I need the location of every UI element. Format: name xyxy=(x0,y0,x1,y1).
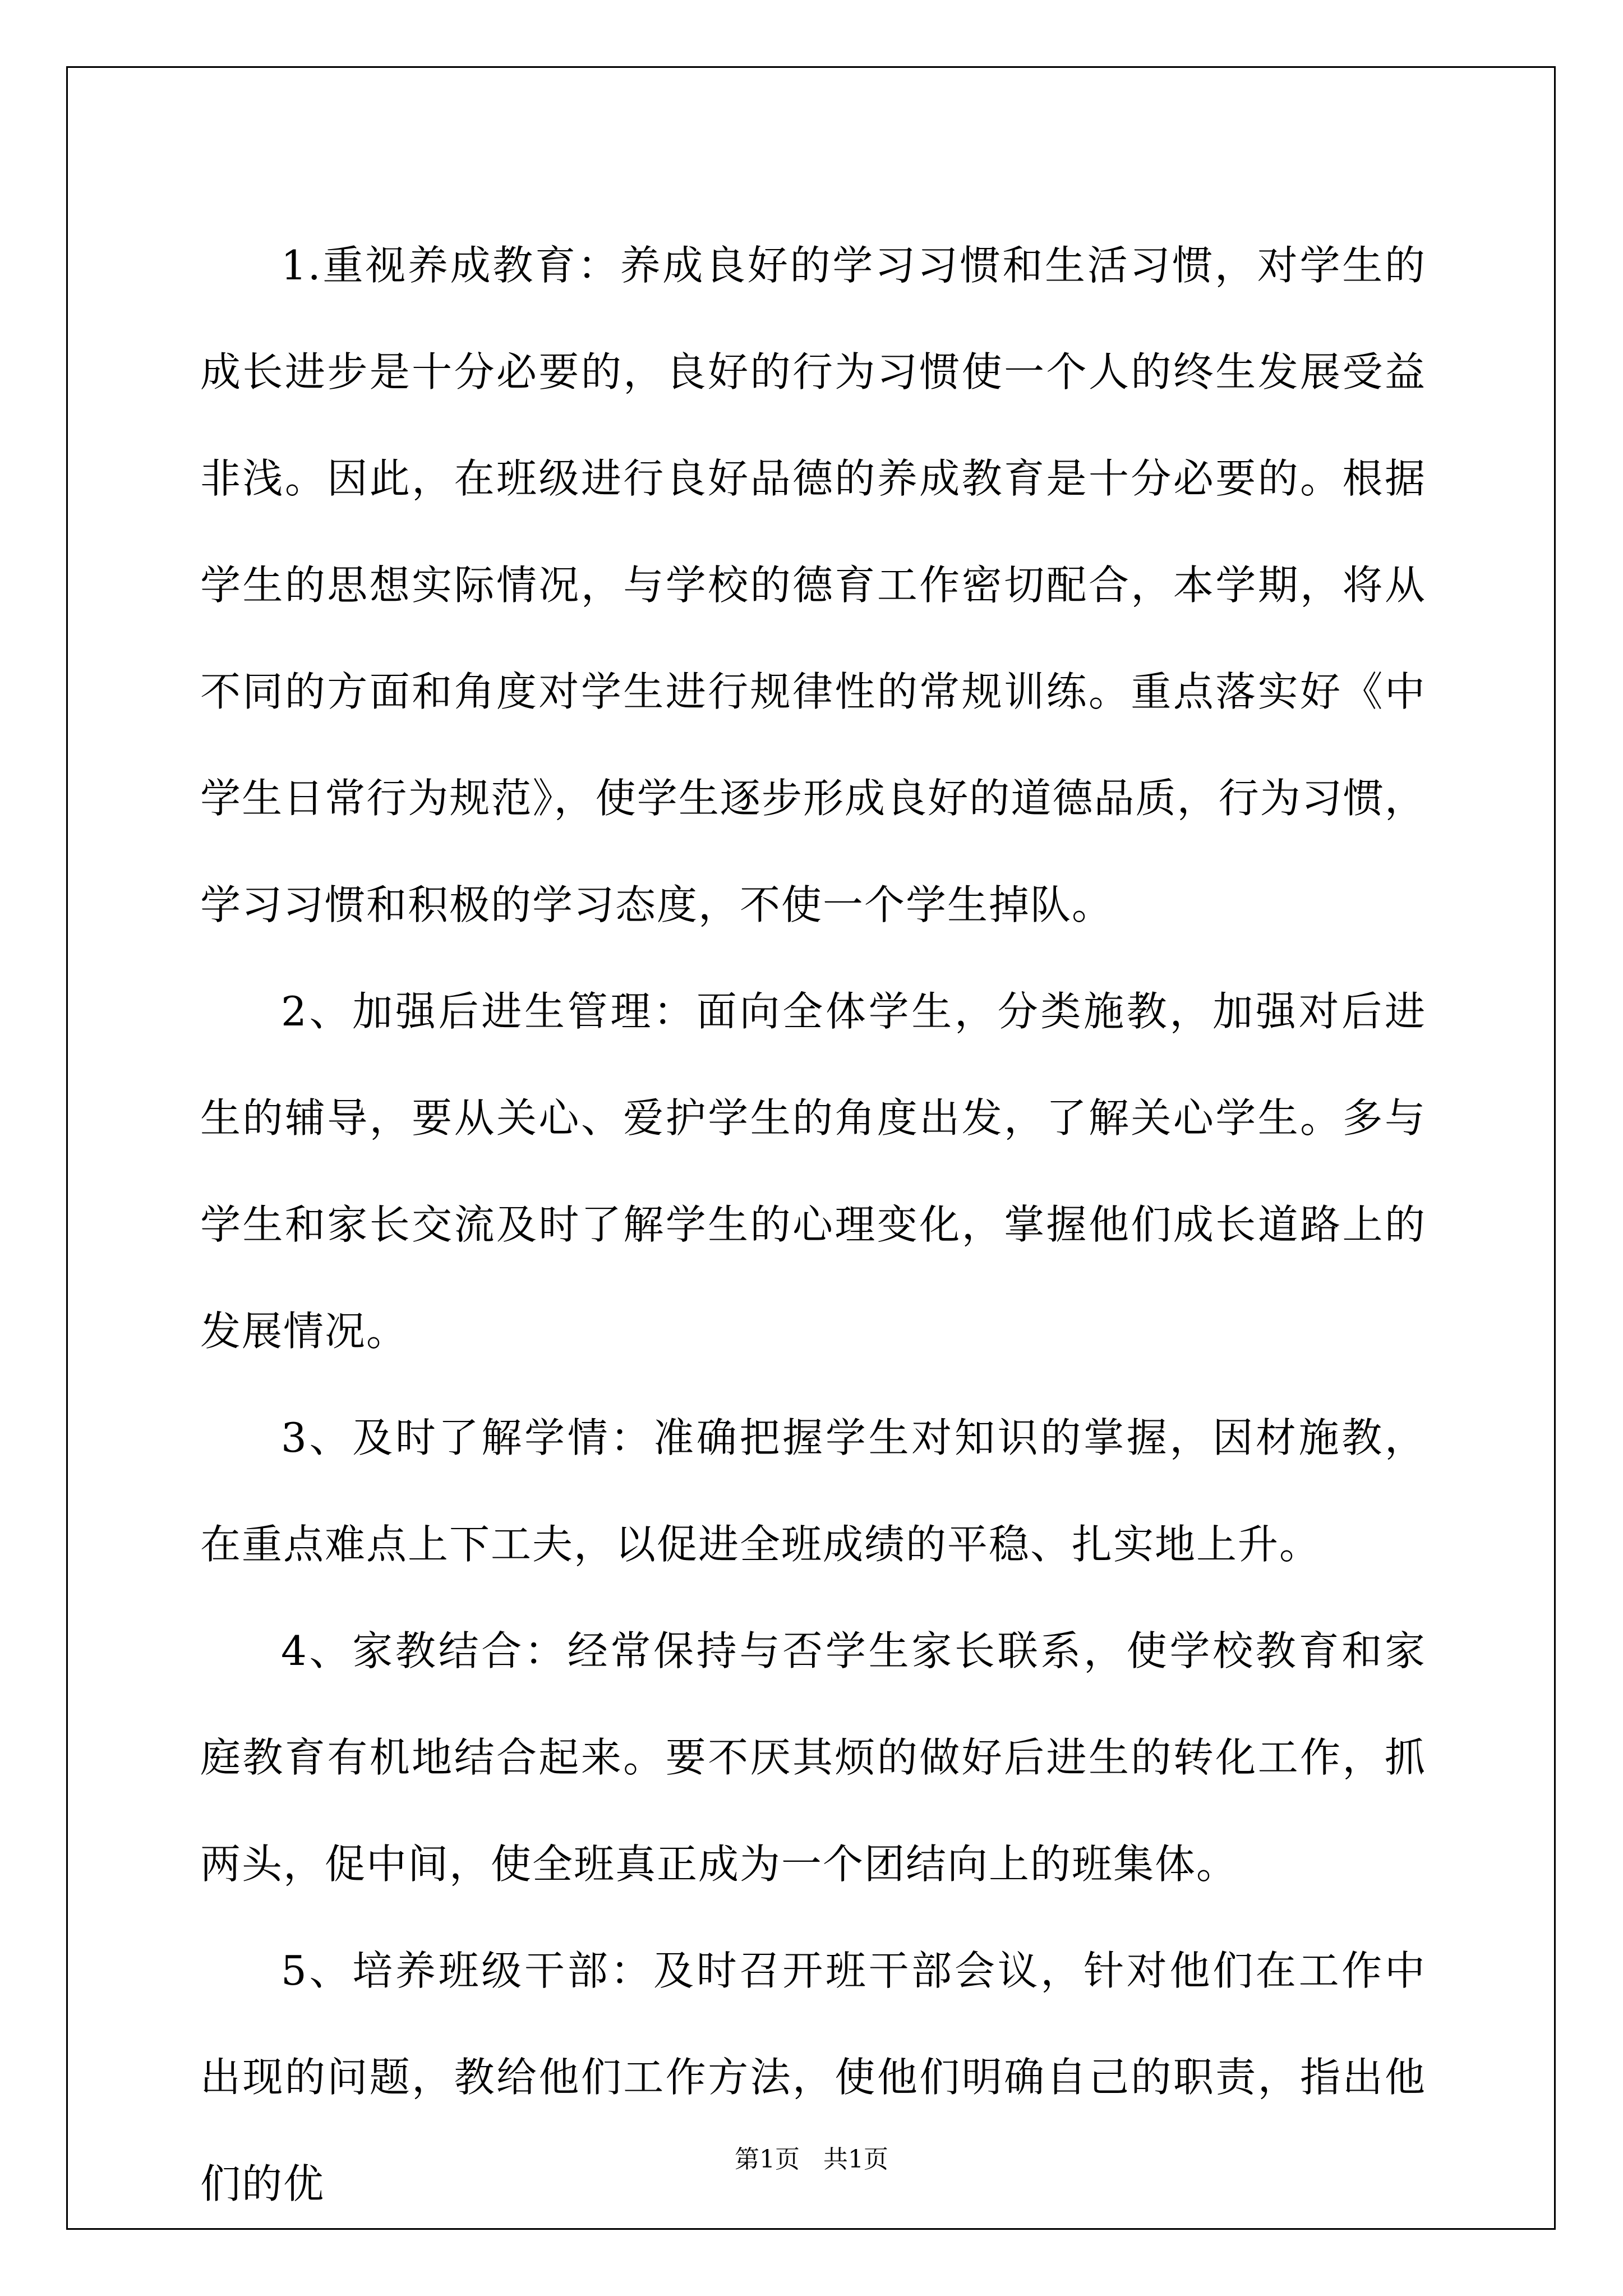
document-body xyxy=(200,212,1426,2237)
paragraph-3: 3、及时了解学情：准确把握学生对知识的掌握，因材施教，在重点难点上下工夫，以促进全班成绩的平稳、扎实地上升。 xyxy=(200,1414,1426,1568)
paragraph-2: 2、加强后进生管理：面向全体学生，分类施教，加强对后进生的辅导，要从关心、爱护学生的角度出发，了解关心学生。多与学生和家长交流及时了解学生的心理变化，掌握他们成长道路上的发展情况。 xyxy=(200,988,1426,1355)
paragraph-4: 4、家教结合：经常保持与否学生家长联系，使学校教育和家庭教育有机地结合起来。要不厌其烦的做好后进生的转化工作，抓两头，促中间，使全班真正成为一个团结向上的班集体。 xyxy=(200,1627,1426,1888)
page-number-footer: 第1页 共1页 xyxy=(735,2145,888,2174)
paragraph-5: 5、培养班级干部：及时召开班干部会议，针对他们在工作中出现的问题，教给他们工作方法，使他们明确自己的职责，指出他们的优 xyxy=(200,1947,1426,2207)
paragraph-1: 1.重视养成教育：养成良好的学习习惯和生活习惯，对学生的成长进步是十分必要的，良好的行为习惯使一个人的终生发展受益非浅。因此，在班级进行良好品德的养成教育是十分必要的。根据学生的思想实际情况，与学校的德育工作密切配合，本学期，将从不同的方面和角度对学生进行规律性的常规训练。重点落实好《中学生日常行为规范》，使学生逐步形成良好的道德品质，行为习惯，学习习惯和积极的学习态度，不使一个学生掉队。 xyxy=(200,242,1426,928)
